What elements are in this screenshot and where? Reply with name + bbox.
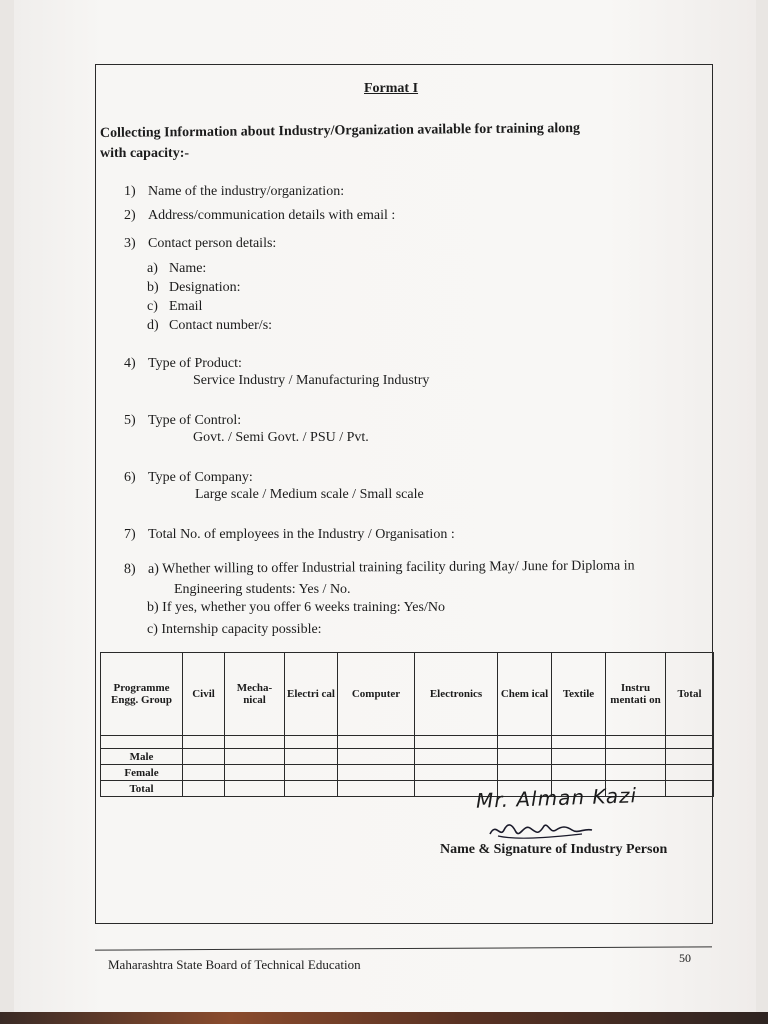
- item-label: Address/communication details with email :: [148, 208, 396, 223]
- table-cell[interactable]: [666, 781, 714, 797]
- table-cell[interactable]: [606, 749, 666, 765]
- handwritten-name: Mr. Alman Kazi: [475, 783, 638, 813]
- item-label: a) Whether willing to offer Industrial training facility during May/ June for Diploma in: [147, 558, 635, 577]
- table-cell[interactable]: [101, 736, 183, 749]
- item-number: 2): [124, 208, 136, 223]
- table-cell[interactable]: [666, 736, 714, 749]
- footer-organization: Maharashtra State Board of Technical Education: [108, 957, 361, 972]
- item-number: 7): [124, 527, 136, 542]
- table-surface-edge: [0, 1012, 768, 1024]
- table-cell[interactable]: [285, 749, 338, 765]
- table-cell[interactable]: [666, 765, 714, 781]
- table-cell[interactable]: [183, 749, 225, 765]
- header-chemical: Chem ical: [498, 653, 552, 736]
- header-mechanical: Mecha- nical: [225, 653, 285, 736]
- item-number: 3): [124, 236, 136, 251]
- section-heading-line1: Collecting Information about Industry/Organization available for training along: [99, 120, 581, 141]
- item-label: Type of Control:: [148, 413, 242, 428]
- item-total-employees: [124, 527, 455, 543]
- contact-sub-designation: [147, 280, 241, 296]
- table-cell[interactable]: [552, 749, 606, 765]
- section-heading-line2: with capacity:-: [100, 146, 190, 161]
- table-cell[interactable]: [498, 765, 552, 781]
- header-total: Total: [666, 653, 714, 736]
- table-cell[interactable]: [338, 749, 415, 765]
- item-label: Type of Company:: [148, 470, 253, 485]
- sub-label: d): [147, 318, 159, 333]
- sub-label: b): [147, 280, 159, 295]
- table-cell[interactable]: [606, 765, 666, 781]
- sub-label: c): [147, 299, 158, 314]
- handwritten-signature: [486, 818, 596, 842]
- sub-text: Email: [169, 299, 203, 314]
- item-label: Type of Product:: [148, 356, 242, 371]
- table-cell[interactable]: [552, 765, 606, 781]
- format-title: Format I: [364, 81, 419, 96]
- item-number: 5): [124, 413, 136, 428]
- table-cell[interactable]: [338, 736, 415, 749]
- table-cell[interactable]: [552, 736, 606, 749]
- company-options: Large scale / Medium scale / Small scale: [195, 487, 424, 502]
- table-cell[interactable]: [285, 765, 338, 781]
- row-label-male: Male: [101, 749, 183, 765]
- product-options: Service Industry / Manufacturing Industry: [193, 373, 430, 388]
- row-label-female: Female: [101, 765, 183, 781]
- item-address: [124, 208, 395, 224]
- table-cell[interactable]: [498, 736, 552, 749]
- contact-sub-number: [147, 318, 272, 334]
- item-six-weeks-training: b) If yes, whether you offer 6 weeks training: Yes/No: [147, 600, 445, 615]
- item-number: 1): [124, 184, 136, 199]
- header-instrumentation: Instru mentati on: [606, 653, 666, 736]
- table-cell[interactable]: [415, 749, 498, 765]
- item-label: Name of the industry/organization:: [148, 184, 345, 199]
- header-electrical: Electri cal: [285, 653, 338, 736]
- item-industry-name: [124, 184, 344, 200]
- sub-text: Contact number/s:: [169, 318, 273, 333]
- contact-sub-email: [147, 299, 202, 315]
- item-contact-person: [124, 236, 276, 252]
- contact-sub-name: [147, 261, 206, 277]
- table-cell[interactable]: [225, 781, 285, 797]
- item-type-of-product: [124, 356, 242, 372]
- sub-label: a): [147, 261, 158, 276]
- table-row: [101, 749, 714, 765]
- item-type-of-company: [124, 470, 253, 486]
- header-computer: Computer: [338, 653, 415, 736]
- signature-caption: Name & Signature of Industry Person: [440, 842, 668, 857]
- item-number: 6): [124, 470, 136, 485]
- header-textile: Textile: [552, 653, 606, 736]
- table-header-row: [101, 653, 714, 736]
- row-label-total: Total: [101, 781, 183, 797]
- table-cell[interactable]: [338, 781, 415, 797]
- item-number: 4): [124, 356, 136, 371]
- table-cell[interactable]: [498, 749, 552, 765]
- item-type-of-control: [124, 413, 241, 429]
- control-options: Govt. / Semi Govt. / PSU / Pvt.: [193, 430, 369, 445]
- table-cell[interactable]: [285, 736, 338, 749]
- table-cell[interactable]: [183, 736, 225, 749]
- table-cell[interactable]: [285, 781, 338, 797]
- training-willingness-cont: Engineering students: Yes / No.: [174, 582, 351, 597]
- table-cell[interactable]: [225, 736, 285, 749]
- sub-text: Name:: [169, 261, 207, 276]
- table-row: [101, 736, 714, 749]
- capacity-table: [100, 652, 714, 797]
- table-cell[interactable]: [606, 736, 666, 749]
- header-programme-group: Programme Engg. Group: [101, 653, 183, 736]
- table-cell[interactable]: [183, 781, 225, 797]
- sub-text: Designation:: [169, 280, 241, 295]
- table-cell[interactable]: [225, 749, 285, 765]
- item-label: Total No. of employees in the Industry / Organisation :: [148, 527, 455, 542]
- item-internship-capacity: c) Internship capacity possible:: [147, 622, 322, 637]
- table-row: [101, 765, 714, 781]
- header-electronics: Electronics: [415, 653, 498, 736]
- item-label: Contact person details:: [148, 236, 277, 251]
- table-cell[interactable]: [666, 749, 714, 765]
- item-number: 8): [123, 561, 136, 577]
- table-cell[interactable]: [415, 736, 498, 749]
- table-cell[interactable]: [183, 765, 225, 781]
- table-cell[interactable]: [225, 765, 285, 781]
- table-cell[interactable]: [415, 765, 498, 781]
- page-number: 50: [679, 951, 691, 965]
- header-civil: Civil: [183, 653, 225, 736]
- table-cell[interactable]: [338, 765, 415, 781]
